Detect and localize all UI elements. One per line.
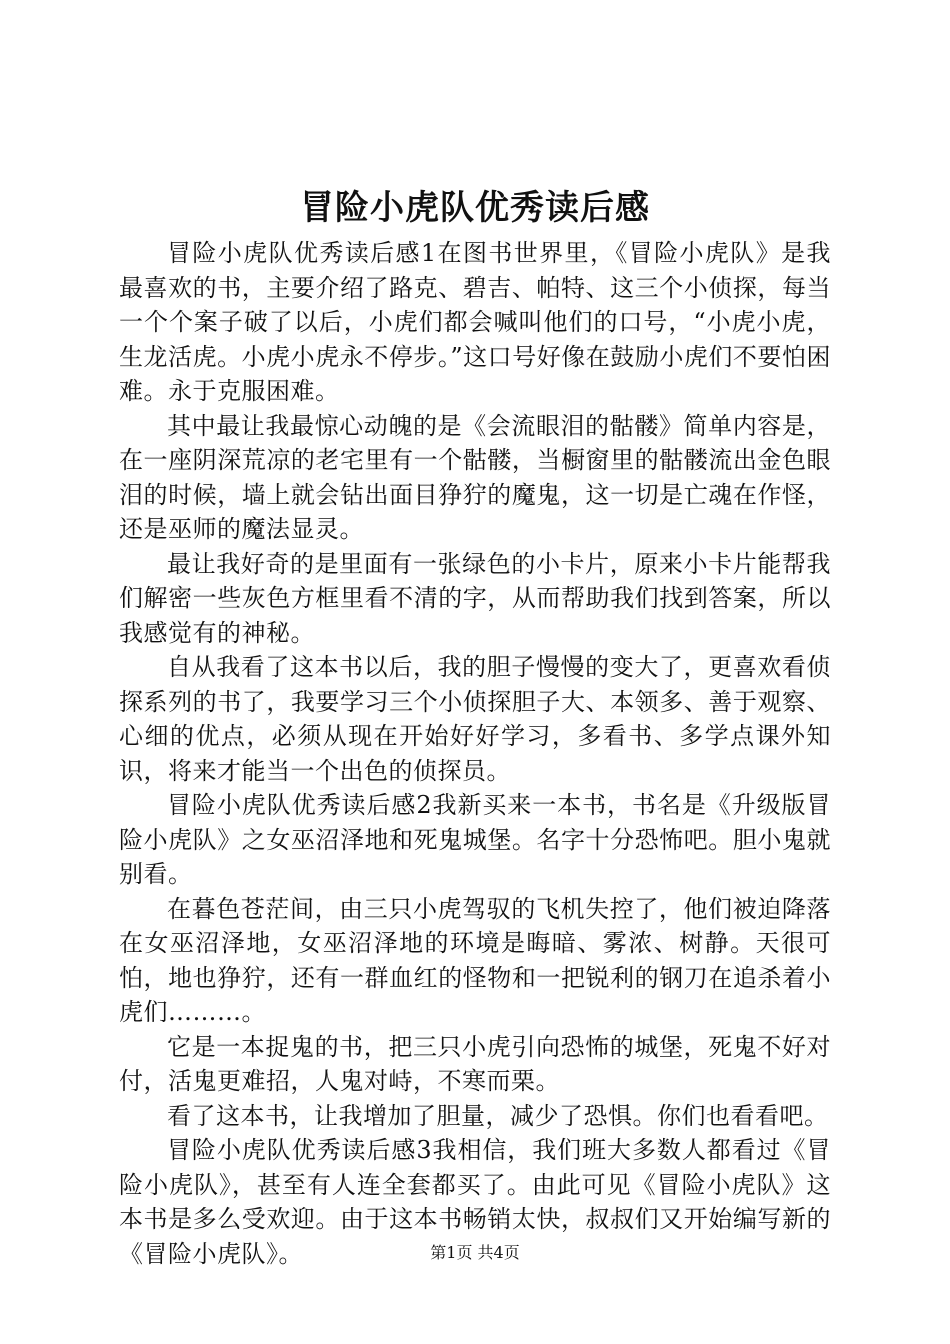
page-title: 冒险小虎队优秀读后感	[300, 188, 650, 228]
paragraph-1: 冒险小虎队优秀读后感1在图书世界里，《冒险小虎队》是我最喜欢的书，主要介绍了路克、碧吉、帕特、这三个小侦探，每当一个个案子破了以后，小虎们都会喊叫他们的口号，“小虎小虎，生龙活虎。小虎小虎永不停步。”这口号好像在鼓励小虎们不要怕困难。永于克服困难。	[119, 239, 831, 405]
page-footer: 第1页 共4页	[430, 1243, 520, 1262]
paragraph-9: 冒险小虎队优秀读后感3我相信，我们班大多数人都看过《冒险小虎队》，甚至有人连全套都买了。由此可见《冒险小虎队》这本书是多么受欢迎。由于这本书畅销太快，叔叔们又开始编写新的《冒险小虎队》。	[119, 1136, 831, 1268]
paragraph-4: 自从我看了这本书以后，我的胆子慢慢的变大了，更喜欢看侦探系列的书了，我要学习三个小侦探胆子大、本领多、善于观察、心细的优点，必须从现在开始好好学习，多看书、多学点课外知识，将来才能当一个出色的侦探员。	[119, 653, 831, 785]
paragraph-3: 最让我好奇的是里面有一张绿色的小卡片，原来小卡片能帮我们解密一些灰色方框里看不清的字，从而帮助我们找到答案，所以我感觉有的神秘。	[119, 549, 831, 647]
paragraph-8: 看了这本书，让我增加了胆量，减少了恐惧。你们也看看吧。	[167, 1101, 829, 1130]
paragraph-7: 它是一本捉鬼的书，把三只小虎引向恐怖的城堡，死鬼不好对付，活鬼更难招，人鬼对峙，不寒而栗。	[119, 1032, 831, 1095]
article-body	[119, 236, 831, 1271]
paragraph-5: 冒险小虎队优秀读后感2我新买来一本书，书名是《升级版冒险小虎队》之女巫沼泽地和死鬼城堡。名字十分恐怖吧。胆小鬼就别看。	[119, 791, 831, 888]
paragraph-2: 其中最让我最惊心动魄的是《会流眼泪的骷髅》简单内容是，在一座阴深荒凉的老宅里有一个骷髅，当橱窗里的骷髅流出金色眼泪的时候，墙上就会钻出面目狰狞的魔鬼，这一切是亡魂在作怪，还是巫师的魔法显灵。	[119, 411, 831, 543]
paragraph-6: 在暮色苍茫间，由三只小虎驾驭的飞机失控了，他们被迫降落在女巫沼泽地，女巫沼泽地的环境是晦暗、雾浓、树静。天很可怕，地也狰狞，还有一群血红的怪物和一把锐利的钢刀在追杀着小虎们………。	[119, 894, 831, 1026]
